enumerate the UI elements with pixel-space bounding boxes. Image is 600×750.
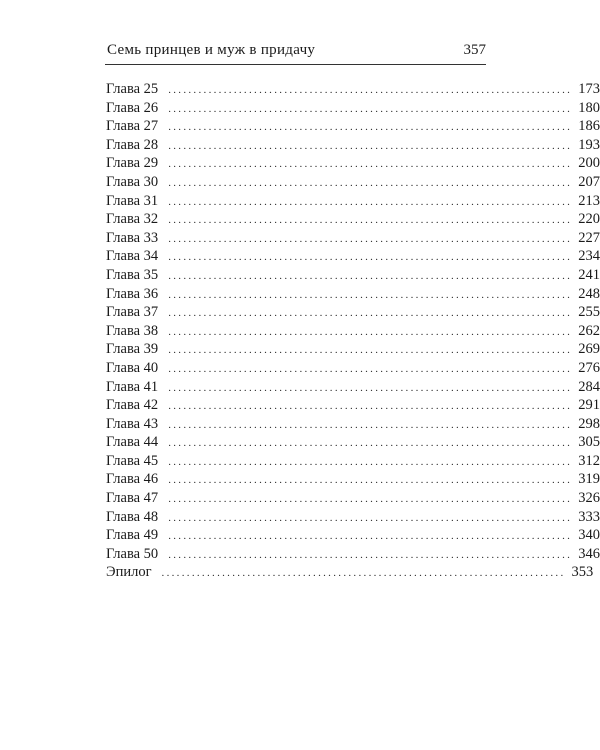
toc-entry-page: 284 [578,378,600,395]
toc-entry[interactable] [106,433,600,452]
toc-entry-page: 276 [578,359,600,376]
toc-entry[interactable] [106,359,600,378]
toc-entry-page: 227 [578,229,600,246]
toc-entry-label: Глава 35 [106,266,159,283]
toc-entry-label: Глава 34 [106,248,159,265]
dot-leader: ................................................................................ [168,269,573,282]
toc-entry[interactable] [106,508,600,527]
toc-entry[interactable] [106,545,600,564]
dot-leader: ................................................................................ [168,437,573,450]
dot-leader: ................................................................................ [168,121,573,134]
toc-entry[interactable] [106,322,600,341]
toc-entry-page: 220 [578,211,600,228]
dot-leader: ................................................................................ [168,548,573,561]
toc-entry-label: Глава 49 [106,527,159,544]
dot-leader: ................................................................................ [168,493,573,506]
toc-entry[interactable] [106,526,600,545]
toc-entry-label: Глава 43 [106,415,159,432]
toc-entry-page: 291 [578,397,600,414]
toc-entry[interactable] [106,340,600,359]
toc-entry[interactable] [106,154,600,173]
book-title: Семь принцев и муж в придачу [107,42,316,58]
dot-leader: ................................................................................ [168,195,573,208]
toc-entry[interactable] [106,415,600,434]
toc-entry-page: 186 [578,118,600,135]
toc-entry-label: Глава 32 [106,211,159,228]
toc-entry-label: Глава 42 [106,397,159,414]
toc-entry[interactable] [106,229,600,248]
toc-entry[interactable] [106,80,600,99]
dot-leader: ................................................................................ [168,84,573,96]
toc-entry-label: Эпилог [106,564,152,581]
toc-entry-page: 248 [578,285,600,302]
toc-entry[interactable] [106,489,600,508]
dot-leader: ................................................................................ [168,139,573,152]
toc-entry-label: Глава 44 [106,434,159,451]
toc-entry-page: 333 [578,508,600,525]
dot-leader: ................................................................................ [168,288,573,301]
toc-entry-label: Глава 39 [106,341,159,358]
toc-entry[interactable] [106,470,600,489]
toc-entry[interactable] [106,303,600,322]
toc-entry[interactable] [106,247,600,266]
toc-entry-label: Глава 50 [106,545,159,562]
toc-entry-label: Глава 29 [106,155,159,172]
toc-entry[interactable] [106,192,600,211]
toc-entry-page: 180 [578,99,600,116]
toc-entry-page: 241 [578,266,600,283]
toc-entry[interactable] [106,266,600,285]
toc-entry-label: Глава 31 [106,192,159,209]
toc-entry-page: 298 [578,415,600,432]
toc-entry-page: 262 [578,322,600,339]
toc-entry[interactable] [106,396,600,415]
toc-entry-label: Глава 45 [106,452,159,469]
page-number: 357 [463,42,486,58]
toc-entry-page: 326 [578,490,600,507]
toc-entry-page: 234 [578,248,600,265]
toc-entry-label: Глава 37 [106,304,159,321]
toc-entry-label: Глава 30 [106,173,159,190]
toc-entry-label: Глава 25 [106,81,159,97]
toc-entry-label: Глава 41 [106,378,159,395]
toc-entry-page: 193 [578,136,600,153]
toc-entry-label: Глава 38 [106,322,159,339]
dot-leader: ................................................................................ [168,158,573,171]
toc-entry[interactable] [106,285,600,304]
toc-entry-label: Глава 40 [106,359,159,376]
toc-entry-page: 200 [578,155,600,172]
table-of-contents [106,80,600,582]
toc-entry-page: 346 [578,545,600,562]
toc-entry-label: Глава 27 [106,118,159,135]
dot-leader: ................................................................................ [168,176,573,189]
toc-entry-label: Глава 47 [106,490,159,507]
dot-leader: ................................................................................ [168,381,573,394]
toc-entry[interactable] [106,173,600,192]
running-header [105,40,486,65]
dot-leader: ................................................................................ [168,455,573,468]
toc-entry-page: 255 [578,304,600,321]
dot-leader: ................................................................................ [168,232,573,245]
dot-leader: ................................................................................ [168,251,573,264]
dot-leader: ................................................................................ [168,511,573,524]
toc-entry-page: 305 [578,434,600,451]
dot-leader: ................................................................................ [168,530,573,543]
dot-leader: ................................................................................ [168,344,573,357]
toc-entry-page: 319 [578,471,600,488]
toc-entry-page: 340 [578,527,600,544]
toc-entry-page: 312 [578,452,600,469]
toc-entry-page: 207 [578,173,600,190]
toc-entry[interactable] [106,117,600,136]
toc-entry[interactable] [106,210,600,229]
toc-entry[interactable] [106,99,600,118]
toc-entry-page: 269 [578,341,600,358]
dot-leader: ................................................................................ [168,325,573,338]
toc-entry[interactable] [106,378,600,397]
toc-entry-label: Глава 28 [106,136,159,153]
toc-entry-label: Глава 26 [106,99,159,116]
dot-leader: ................................................................................ [168,102,573,115]
toc-entry[interactable] [106,452,600,471]
toc-entry-label: Глава 36 [106,285,159,302]
dot-leader: ................................................................................ [168,362,573,375]
dot-leader: ................................................................................ [168,418,573,431]
toc-entry-page: 173 [578,81,600,97]
toc-entry-page: 213 [578,192,600,209]
dot-leader: ................................................................................ [168,400,573,413]
toc-entry-label: Глава 46 [106,471,159,488]
toc-entry-page: 353 [571,564,594,581]
toc-entry[interactable] [106,136,600,155]
dot-leader: ................................................................................ [161,567,566,580]
dot-leader: ................................................................................ [168,474,573,487]
toc-entry-label: Глава 48 [106,508,159,525]
dot-leader: ................................................................................ [168,214,573,227]
dot-leader: ................................................................................ [168,307,573,320]
toc-entry-label: Глава 33 [106,229,159,246]
toc-entry-epilogue[interactable] [106,563,594,582]
